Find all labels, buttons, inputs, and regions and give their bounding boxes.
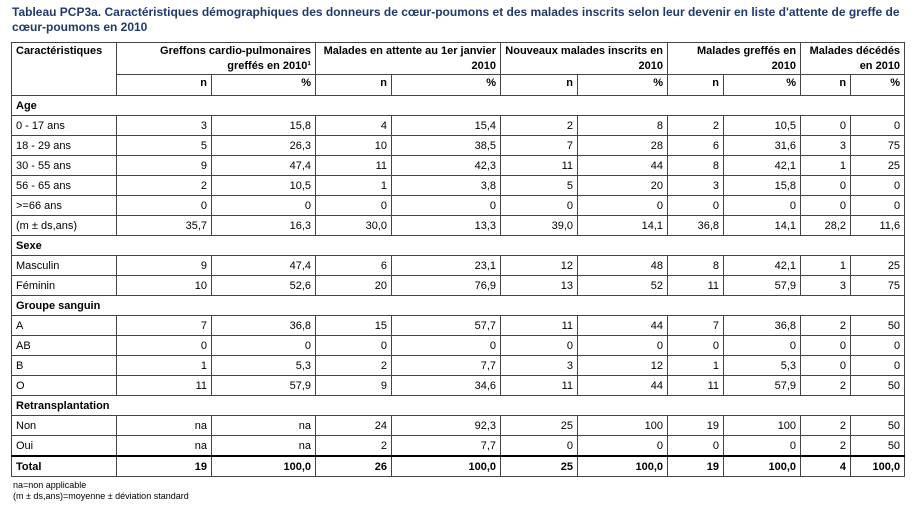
- cell-percent: 57,9: [724, 276, 801, 296]
- cell-percent: 38,5: [392, 136, 501, 156]
- cell-percent: 0: [851, 196, 905, 216]
- row-label: Féminin: [12, 276, 117, 296]
- header-group-new: Nouveaux malades inscrits en 2010: [501, 43, 668, 75]
- cell-percent: 57,7: [392, 316, 501, 336]
- cell-n: 3: [668, 176, 724, 196]
- table-row: [12, 176, 905, 196]
- section-label: Sexe: [12, 236, 905, 256]
- cell-n: 0: [668, 436, 724, 457]
- cell-percent: 50: [851, 316, 905, 336]
- cell-percent: 8: [578, 116, 668, 136]
- cell-percent: 0: [851, 356, 905, 376]
- cell-percent: 7,7: [392, 356, 501, 376]
- row-label: A: [12, 316, 117, 336]
- cell-n: 20: [316, 276, 392, 296]
- cell-n: na: [117, 416, 212, 436]
- section-label: Age: [12, 96, 905, 116]
- cell-n: 11: [316, 156, 392, 176]
- cell-n: 12: [501, 256, 578, 276]
- cell-n: 11: [501, 316, 578, 336]
- cell-percent: 15,4: [392, 116, 501, 136]
- cell-n: 0: [801, 176, 851, 196]
- cell-percent: 0: [724, 436, 801, 457]
- cell-n: 1: [316, 176, 392, 196]
- cell-n: 19: [668, 416, 724, 436]
- section-label: Retransplantation: [12, 396, 905, 416]
- cell-n: 0: [117, 196, 212, 216]
- cell-percent: 34,6: [392, 376, 501, 396]
- table-row: [12, 216, 905, 236]
- cell-percent: na: [212, 436, 316, 457]
- footnote-mean: (m ± ds,ans)=moyenne ± déviation standard: [13, 491, 189, 501]
- cell-n: 2: [801, 376, 851, 396]
- total-row: [12, 456, 905, 477]
- cell-percent: 15,8: [724, 176, 801, 196]
- cell-percent: 47,4: [212, 156, 316, 176]
- cell-n: 3: [801, 276, 851, 296]
- section-row: [12, 236, 905, 256]
- cell-n: 11: [501, 156, 578, 176]
- section-row: [12, 396, 905, 416]
- cell-percent: 0: [392, 336, 501, 356]
- cell-n: 0: [801, 356, 851, 376]
- table-row: [12, 116, 905, 136]
- cell-n: 2: [801, 316, 851, 336]
- footnotes: [13, 480, 189, 502]
- cell-percent: 31,6: [724, 136, 801, 156]
- row-label: 56 - 65 ans: [12, 176, 117, 196]
- cell-n: 9: [316, 376, 392, 396]
- row-label: AB: [12, 336, 117, 356]
- cell-percent: 44: [578, 316, 668, 336]
- cell-percent: 14,1: [578, 216, 668, 236]
- cell-n: 10: [117, 276, 212, 296]
- row-label: Non: [12, 416, 117, 436]
- cell-n: 30,0: [316, 216, 392, 236]
- cell-n: 25: [501, 416, 578, 436]
- subheader-n: n: [117, 75, 212, 96]
- cell-percent: 47,4: [212, 256, 316, 276]
- section-row: [12, 296, 905, 316]
- cell-n: 3: [117, 116, 212, 136]
- cell-n: 8: [668, 156, 724, 176]
- cell-percent: 15,8: [212, 116, 316, 136]
- subheader-percent: %: [851, 75, 905, 96]
- cell-percent: 0: [392, 196, 501, 216]
- cell-percent: 5,3: [212, 356, 316, 376]
- cell-n: 0: [501, 436, 578, 457]
- cell-percent: 0: [851, 336, 905, 356]
- cell-n: 0: [501, 196, 578, 216]
- cell-percent: 7,7: [392, 436, 501, 457]
- cell-n: 2: [501, 116, 578, 136]
- cell-percent: 23,1: [392, 256, 501, 276]
- cell-n: 24: [316, 416, 392, 436]
- cell-percent: 25: [851, 156, 905, 176]
- cell-n: 11: [668, 376, 724, 396]
- cell-n: 19: [117, 456, 212, 477]
- cell-n: 9: [117, 156, 212, 176]
- cell-n: 2: [316, 436, 392, 457]
- cell-n: 36,8: [668, 216, 724, 236]
- cell-percent: 100,0: [724, 456, 801, 477]
- cell-percent: 0: [851, 116, 905, 136]
- cell-n: 3: [501, 356, 578, 376]
- cell-percent: 10,5: [724, 116, 801, 136]
- cell-n: 0: [117, 336, 212, 356]
- cell-n: 1: [801, 256, 851, 276]
- cell-n: 0: [501, 336, 578, 356]
- table-row: [12, 336, 905, 356]
- cell-percent: 42,1: [724, 156, 801, 176]
- header-group-waiting: Malades en attente au 1er janvier 2010: [316, 43, 501, 75]
- cell-n: 8: [668, 256, 724, 276]
- cell-percent: 16,3: [212, 216, 316, 236]
- cell-percent: 76,9: [392, 276, 501, 296]
- cell-percent: 5,3: [724, 356, 801, 376]
- cell-n: 5: [117, 136, 212, 156]
- cell-percent: 0: [724, 196, 801, 216]
- row-label: (m ± ds,ans): [12, 216, 117, 236]
- cell-percent: 100: [578, 416, 668, 436]
- cell-n: 7: [668, 316, 724, 336]
- cell-percent: 92,3: [392, 416, 501, 436]
- cell-n: 39,0: [501, 216, 578, 236]
- cell-n: 1: [801, 156, 851, 176]
- row-label: 18 - 29 ans: [12, 136, 117, 156]
- table-row: [12, 376, 905, 396]
- row-label: >=66 ans: [12, 196, 117, 216]
- cell-n: 2: [801, 436, 851, 457]
- row-label: O: [12, 376, 117, 396]
- cell-n: 0: [668, 196, 724, 216]
- subheader-n: n: [501, 75, 578, 96]
- cell-percent: 20: [578, 176, 668, 196]
- cell-percent: 26,3: [212, 136, 316, 156]
- row-label: 0 - 17 ans: [12, 116, 117, 136]
- cell-n: 13: [501, 276, 578, 296]
- cell-percent: 10,5: [212, 176, 316, 196]
- cell-percent: 100,0: [851, 456, 905, 477]
- cell-percent: 50: [851, 416, 905, 436]
- cell-percent: 0: [724, 336, 801, 356]
- cell-percent: 48: [578, 256, 668, 276]
- cell-n: 4: [316, 116, 392, 136]
- cell-percent: na: [212, 416, 316, 436]
- table-row: [12, 196, 905, 216]
- cell-percent: 0: [578, 436, 668, 457]
- cell-percent: 42,3: [392, 156, 501, 176]
- table-row: [12, 256, 905, 276]
- cell-n: 11: [668, 276, 724, 296]
- header-characteristic: Caractéristiques: [12, 43, 117, 96]
- cell-n: 2: [801, 416, 851, 436]
- cell-percent: 57,9: [212, 376, 316, 396]
- cell-n: 6: [316, 256, 392, 276]
- subheader-percent: %: [392, 75, 501, 96]
- cell-percent: 100,0: [578, 456, 668, 477]
- cell-percent: 14,1: [724, 216, 801, 236]
- cell-n: 11: [501, 376, 578, 396]
- cell-n: 0: [801, 196, 851, 216]
- cell-n: 9: [117, 256, 212, 276]
- cell-percent: 100,0: [392, 456, 501, 477]
- cell-n: 3: [801, 136, 851, 156]
- cell-n: 0: [668, 336, 724, 356]
- cell-percent: 57,9: [724, 376, 801, 396]
- subheader-percent: %: [212, 75, 316, 96]
- row-label: Masculin: [12, 256, 117, 276]
- cell-n: 35,7: [117, 216, 212, 236]
- subheader-n: n: [801, 75, 851, 96]
- cell-n: 7: [501, 136, 578, 156]
- table-row: [12, 276, 905, 296]
- cell-percent: 42,1: [724, 256, 801, 276]
- cell-n: 0: [316, 336, 392, 356]
- subheader-percent: %: [724, 75, 801, 96]
- cell-n: 0: [801, 116, 851, 136]
- cell-n: 1: [668, 356, 724, 376]
- cell-percent: 50: [851, 436, 905, 457]
- cell-percent: 100,0: [212, 456, 316, 477]
- row-label: B: [12, 356, 117, 376]
- table-row: [12, 356, 905, 376]
- cell-n: na: [117, 436, 212, 457]
- cell-percent: 0: [212, 196, 316, 216]
- cell-percent: 0: [212, 336, 316, 356]
- cell-percent: 100: [724, 416, 801, 436]
- cell-percent: 36,8: [212, 316, 316, 336]
- cell-percent: 0: [851, 176, 905, 196]
- cell-n: 11: [117, 376, 212, 396]
- subheader-n: n: [316, 75, 392, 96]
- header-group-grafted: Malades greffés en 2010: [668, 43, 801, 75]
- footnote-na: na=non applicable: [13, 480, 87, 490]
- cell-n: 2: [316, 356, 392, 376]
- cell-n: 10: [316, 136, 392, 156]
- cell-n: 15: [316, 316, 392, 336]
- table-row: [12, 416, 905, 436]
- table-title: Tableau PCP3a. Caractéristiques démographiques des donneurs de cœur-poumons et des malades inscrits selon leur devenir en liste d'attente de greffe de cœur-poumons en 2010: [12, 5, 900, 34]
- cell-n: 25: [501, 456, 578, 477]
- table-row: [12, 136, 905, 156]
- subheader-n: n: [668, 75, 724, 96]
- row-label: Total: [12, 456, 117, 477]
- cell-percent: 28: [578, 136, 668, 156]
- cell-percent: 36,8: [724, 316, 801, 336]
- cell-percent: 52: [578, 276, 668, 296]
- section-row: [12, 96, 905, 116]
- cell-percent: 0: [578, 336, 668, 356]
- cell-n: 2: [117, 176, 212, 196]
- cell-n: 0: [316, 196, 392, 216]
- demographics-table: [11, 42, 905, 477]
- header-group-deceased: Malades décédés en 2010: [801, 43, 905, 75]
- row-label: Oui: [12, 436, 117, 457]
- cell-percent: 3,8: [392, 176, 501, 196]
- cell-percent: 50: [851, 376, 905, 396]
- cell-n: 0: [801, 336, 851, 356]
- cell-percent: 11,6: [851, 216, 905, 236]
- cell-n: 28,2: [801, 216, 851, 236]
- cell-n: 7: [117, 316, 212, 336]
- cell-n: 26: [316, 456, 392, 477]
- cell-percent: 52,6: [212, 276, 316, 296]
- cell-percent: 13,3: [392, 216, 501, 236]
- cell-percent: 25: [851, 256, 905, 276]
- row-label: 30 - 55 ans: [12, 156, 117, 176]
- cell-percent: 75: [851, 136, 905, 156]
- section-label: Groupe sanguin: [12, 296, 905, 316]
- cell-n: 2: [668, 116, 724, 136]
- cell-n: 5: [501, 176, 578, 196]
- table-row: [12, 156, 905, 176]
- table-row: [12, 436, 905, 457]
- header-group-donors: Greffons cardio-pulmonaires greffés en 2010¹: [117, 43, 316, 75]
- cell-percent: 0: [578, 196, 668, 216]
- subheader-percent: %: [578, 75, 668, 96]
- cell-percent: 44: [578, 376, 668, 396]
- cell-percent: 75: [851, 276, 905, 296]
- cell-n: 6: [668, 136, 724, 156]
- cell-n: 19: [668, 456, 724, 477]
- cell-percent: 44: [578, 156, 668, 176]
- cell-n: 1: [117, 356, 212, 376]
- cell-n: 4: [801, 456, 851, 477]
- table-row: [12, 316, 905, 336]
- cell-percent: 12: [578, 356, 668, 376]
